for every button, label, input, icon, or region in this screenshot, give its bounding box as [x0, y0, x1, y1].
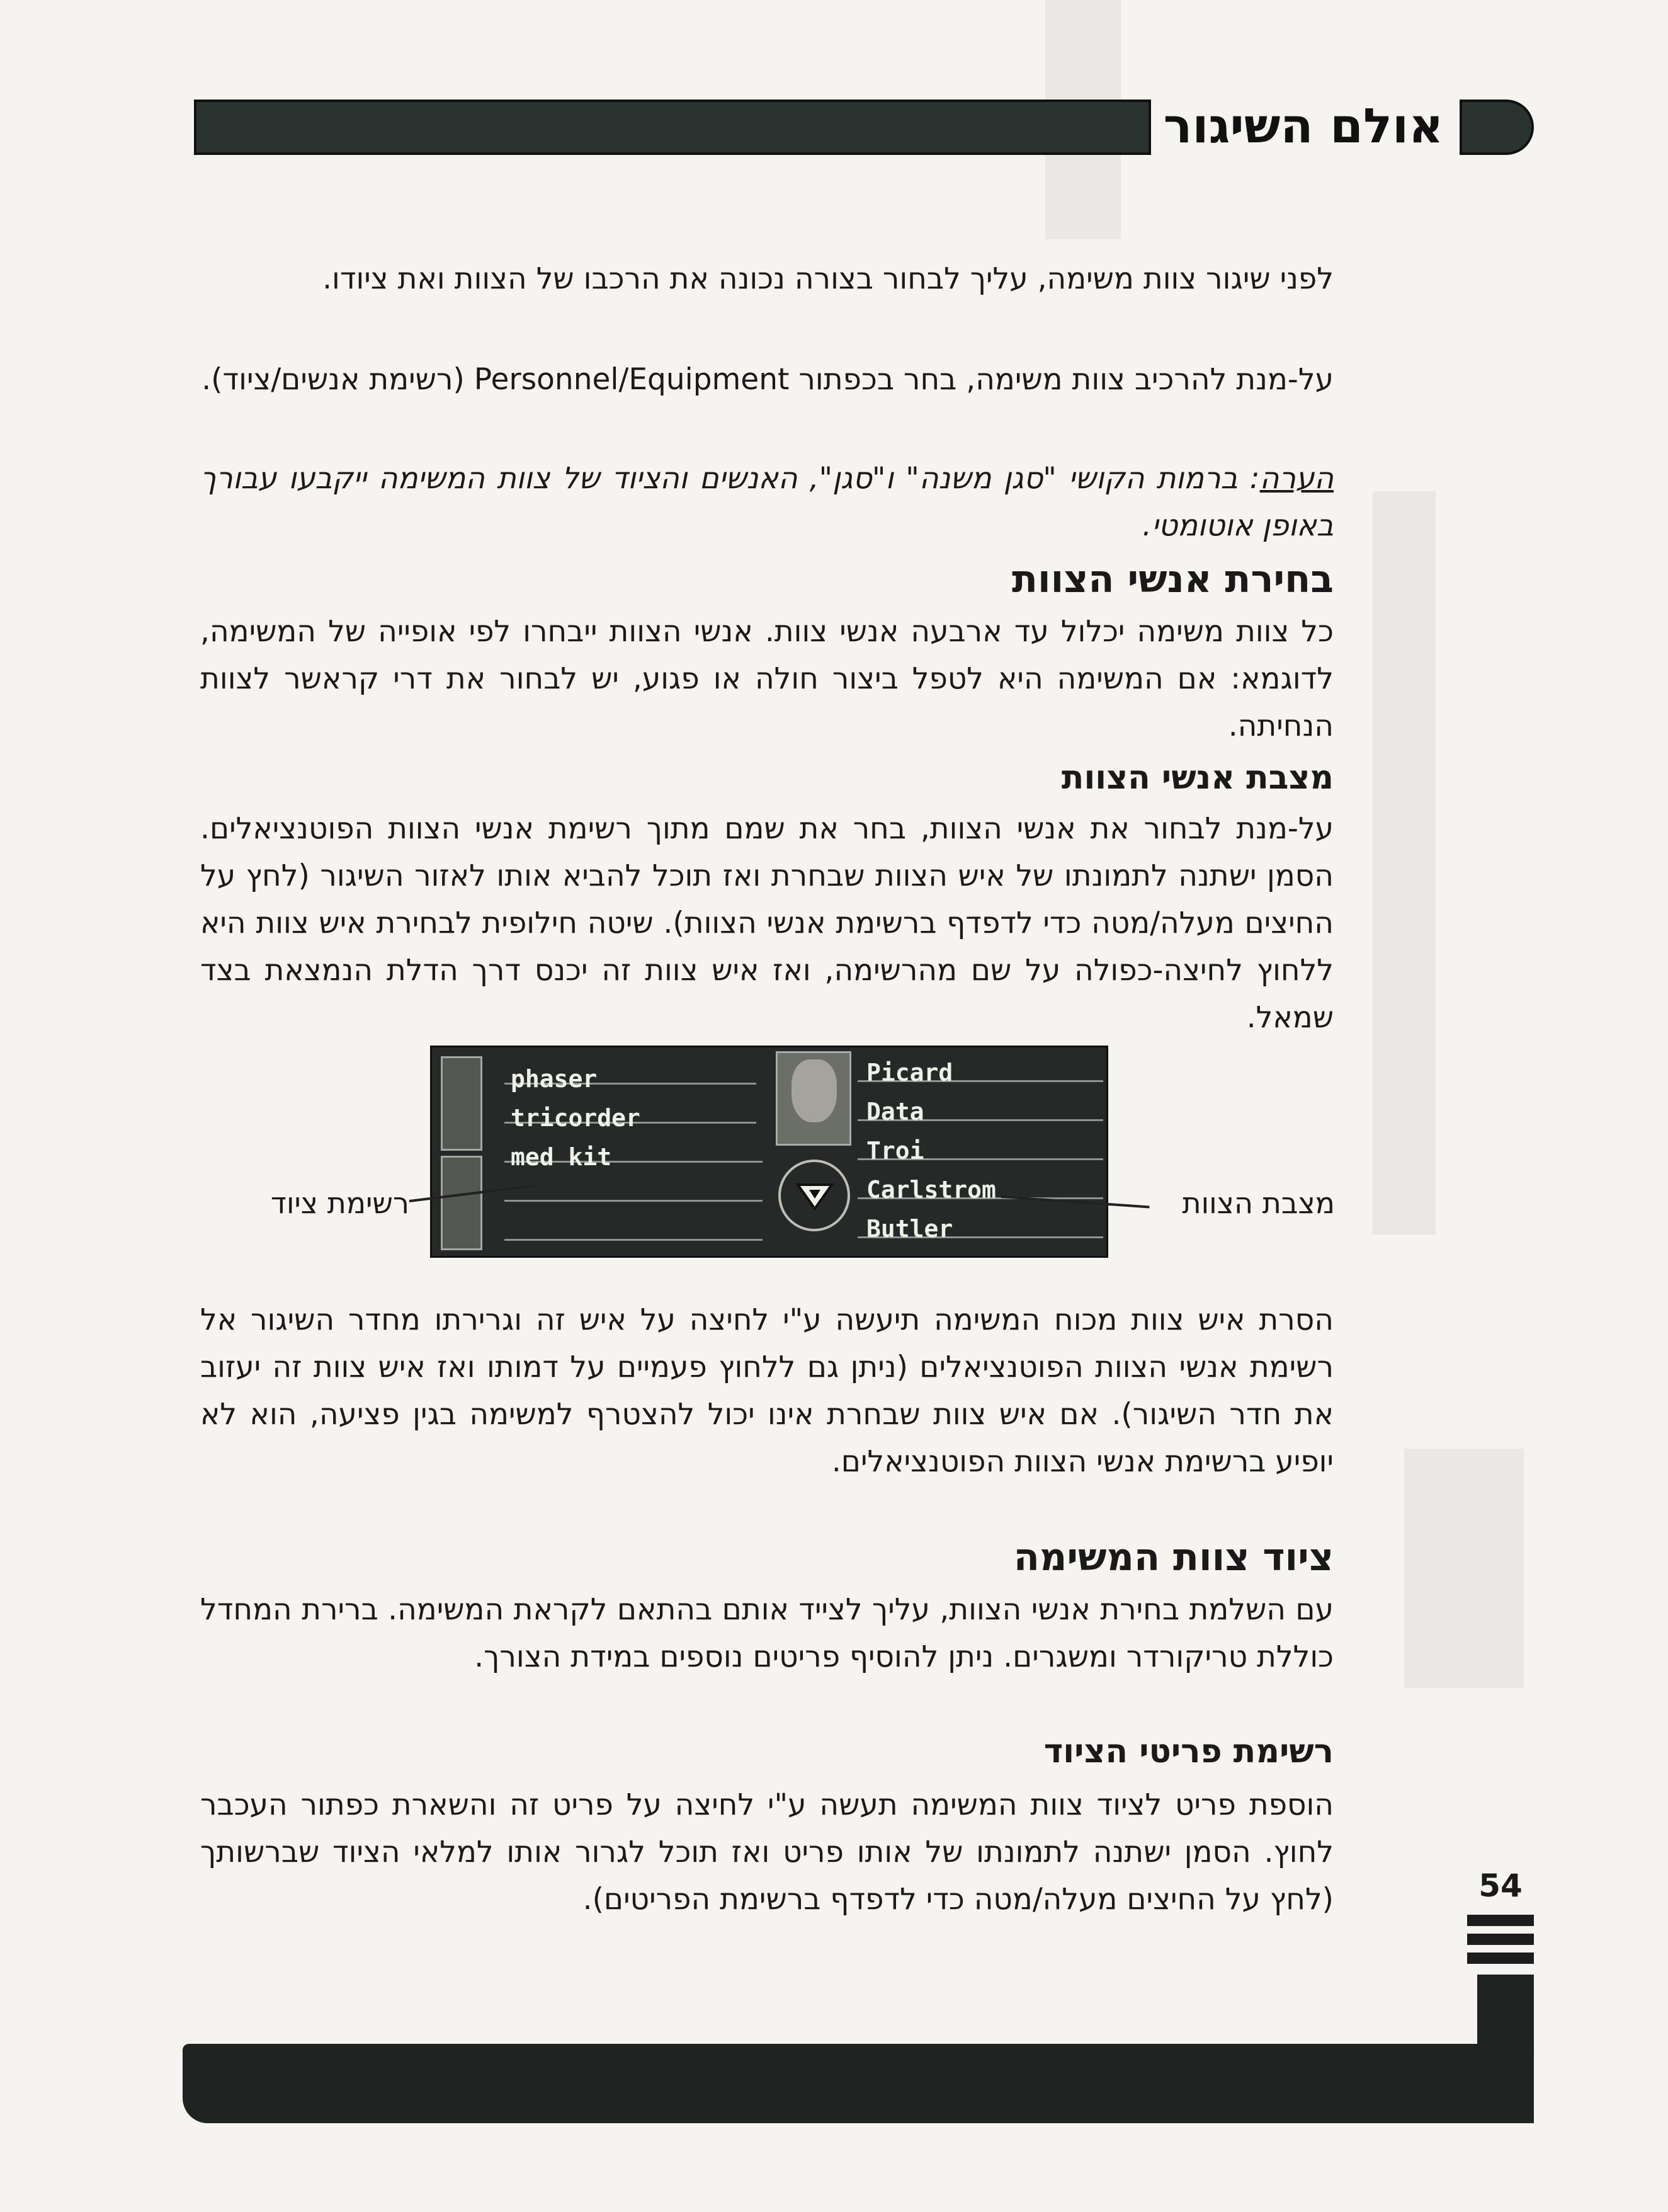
- scroll-down-arrow-icon[interactable]: [794, 1181, 836, 1212]
- footer-bar: [183, 2044, 1534, 2123]
- intro-paragraph: על-מנת להרכיב צוות משימה, בחר בכפתור Personnel/Equipment (רשימת אנשים/ציוד).: [201, 362, 1334, 397]
- crew-name[interactable]: Troi: [866, 1137, 924, 1165]
- inventory-slot: [441, 1156, 482, 1250]
- note-text: : ברמות הקושי "סגן משנה" ו"סגן", האנשים והציוד של צוות המשימה ייקבעו עבורך באופן אוטומטי.: [200, 461, 1334, 543]
- equipment-item[interactable]: med kit: [511, 1143, 612, 1171]
- section-paragraph: כל צוות משימה יכלול עד ארבעה אנשי צוות. אנשי הצוות ייבחרו לפי אופייה של המשימה, לדוגמא: אם המשימה היא לטפל ביצור חולה או פגוע, יש לבחור את דרי קראשר לצוות הנחיתה.: [200, 614, 1334, 743]
- inventory-slot: [441, 1056, 482, 1151]
- equipment-item[interactable]: phaser: [511, 1065, 598, 1093]
- crew-name[interactable]: Butler: [866, 1215, 953, 1243]
- header-cap: [1460, 100, 1534, 155]
- equipment-row-line: [504, 1239, 763, 1241]
- page-marker-stripe: [1467, 1953, 1534, 1964]
- transporter-screenshot: [430, 1046, 1108, 1258]
- section-paragraph: על-מנת לבחור את אנשי הצוות, בחר את שמם מתוך רשימת אנשי הצוות הפוטנציאלים. הסמן ישתנה לתמונתו של איש הצוות שבחרת ואז תוכל להביא אותו לאזור השיגור (לחץ על החיצים מעלה/מטה כדי לדפדף ברשימת אנשי הצוות). שיטה חילופית לבחירת איש צוות היא ללחוץ לחיצה-כפולה על שם מהרשימה, ואז איש צוות זה יכנס דרך הדלת הנמצאת בצד שמאל.: [200, 811, 1334, 1035]
- note-label: הערה: [1259, 461, 1334, 496]
- section-heading: בחירת אנשי הצוות: [1012, 557, 1334, 601]
- section-paragraph: הוספת פריט לציוד צוות המשימה תעשה ע"י לחיצה על פריט זה והשארת כפתור העכבר לחוץ. הסמן ישתנה לתמונתו של אותו פריט ואז תוכל לגרור אותו למלאי הציוד שברשותך (לחץ על החיצים מעלה/מטה כדי לדפדף ברשימת הפריטים).: [200, 1787, 1334, 1917]
- equipment-row-line: [504, 1200, 763, 1202]
- section-paragraph: הסרת איש צוות מכוח המשימה תיעשה ע"י לחיצה על איש זה וגרירתו מחדר השיגור אל רשימת אנשי הצוות הפוטנציאלים (ניתן גם ללחוץ פעמיים על דמותו ואז איש צוות זה יעזוב את חדר השיגור). אם איש צוות שבחרת אינו יכול להצטרף למשימה בגין פציעה, הוא לא יופיע ברשימת אנשי הצוות הפוטנציאלים.: [200, 1303, 1334, 1479]
- section-paragraph: עם השלמת בחירת אנשי הצוות, עליך לצייד אותם בהתאם לקראת המשימה. ברירת המחדל כוללת טריקורדר ומשגרים. ניתן להוסיף פריטים נוספים במידת הצורך.: [200, 1592, 1334, 1674]
- chapter-title: אולם השיגור: [1163, 98, 1444, 154]
- page-number: 54: [1478, 1867, 1523, 1904]
- header-bar: [194, 100, 1151, 155]
- subsection-heading: רשימת פריטי הציוד: [1043, 1733, 1334, 1770]
- crew-portrait: [776, 1051, 851, 1146]
- intro-paragraph: לפני שיגור צוות משימה, עליך לבחור בצורה נכונה את הרכבו של הצוות ואת ציודו.: [322, 261, 1334, 296]
- page-marker-stripe: [1467, 1934, 1534, 1945]
- page-marker-stripe: [1467, 1915, 1534, 1926]
- note-paragraph: [200, 455, 1334, 549]
- crew-roster-callout: מצבת הצוות: [1182, 1186, 1335, 1220]
- crew-name[interactable]: Picard: [866, 1059, 953, 1086]
- equipment-item[interactable]: tricorder: [511, 1104, 640, 1132]
- section-heading: ציוד צוות המשימה: [1013, 1536, 1334, 1580]
- crew-name[interactable]: Data: [866, 1098, 924, 1126]
- equipment-list-callout: רשימת ציוד: [270, 1186, 409, 1220]
- crew-name[interactable]: Carlstrom: [866, 1176, 996, 1204]
- subsection-heading: מצבת אנשי הצוות: [1061, 759, 1334, 797]
- show-through-block: [1373, 491, 1436, 1234]
- crew-face-image: [791, 1059, 837, 1122]
- show-through-block: [1404, 1449, 1524, 1688]
